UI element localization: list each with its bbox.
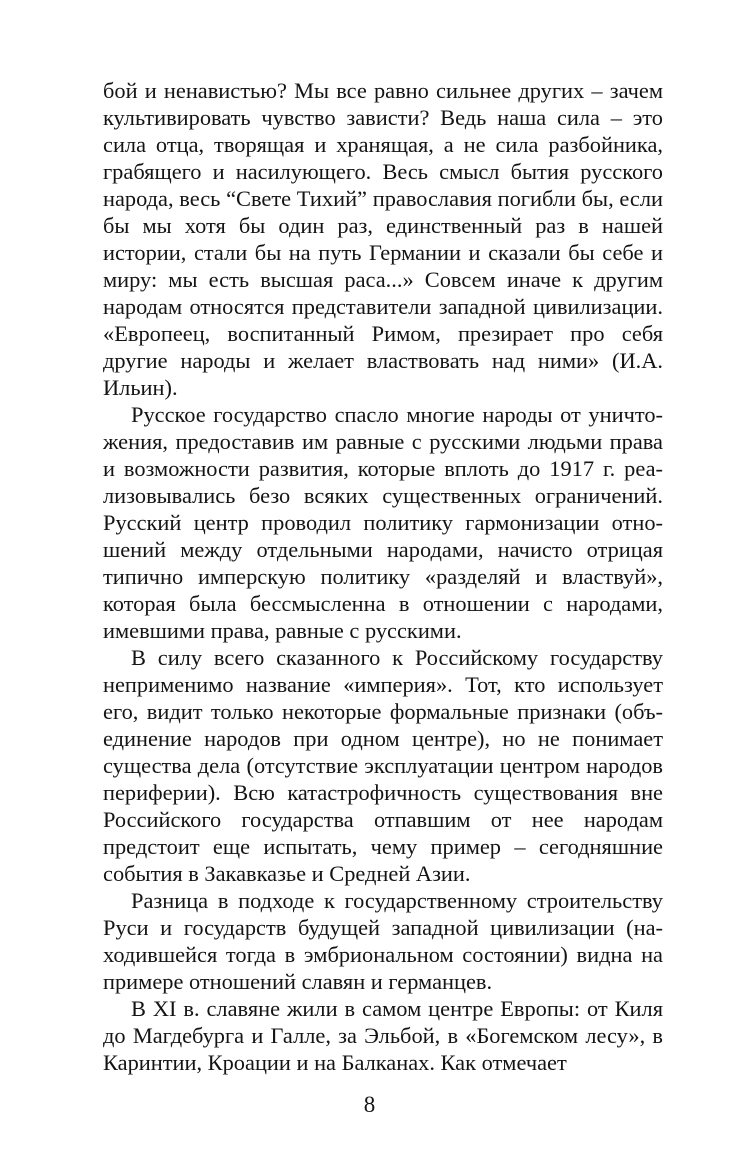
- paragraph-3: В силу всего сказанного к Российскому государству неприменимо название «империя». Тот, кто использует его, видит только некоторые формальные признаки (объединение народов при одном центре), но не понимает существа дела (отсутствие эксплуатации центром народов периферии). Всю катастрофичность существования вне Российского государства отпавшим от нее народам предстоит еще испытать, чему пример – сегодняшние события в Закавказье и Средней Азии.: [103, 645, 663, 886]
- paragraph-5: В XI в. славяне жили в самом центре Европы: от Киля до Магдебурга и Галле, за Эльбой, в «Богемском лесу», в Каринтии, Кроации и на Балканах. Как отмечает: [103, 996, 663, 1075]
- paragraph-4: Разница в подходе к государственному строительству Руси и государств будущей западной цивилизации (находившейся тогда в эмбриональном состоянии) видна на примере отношений славян и германцев.: [103, 888, 663, 994]
- page-number: 8: [363, 1092, 376, 1117]
- paragraph-1: бой и ненавистью? Мы все равно сильнее других – зачем культивировать чувство зависти? Ведь наша сила – это сила отца, творящая и хранящая, а не сила разбойника, грабящего и насилующего. Весь смысл бытия русского народа, весь “Свете Тихий” православия погибли бы, если бы мы хотя бы один раз, единственный раз в нашей истории, стали бы на путь Германии и сказали бы себе и миру: мы есть высшая раса...» Совсем иначе к другим народам относятся представители западной цивилизации. «Европеец, воспитанный Римом, презирает про себя другие народы и желает властвовать над ними» (И.А. Ильин).: [103, 78, 663, 400]
- page-body: [103, 77, 663, 1076]
- paragraph-2: Русское государство спасло многие народы от уничтожения, предоставив им равные с русскими людьми права и возможности развития, которые вплоть до 1917 г. реализовывались безо всяких существенных ограничений. Русский центр проводил политику гармонизации отношений между отдельными народами, начисто отрицая типично имперскую политику «разделяй и властвуй», которая была бессмысленна в отношении с народами, имевшими права, равные с русскими.: [103, 402, 663, 643]
